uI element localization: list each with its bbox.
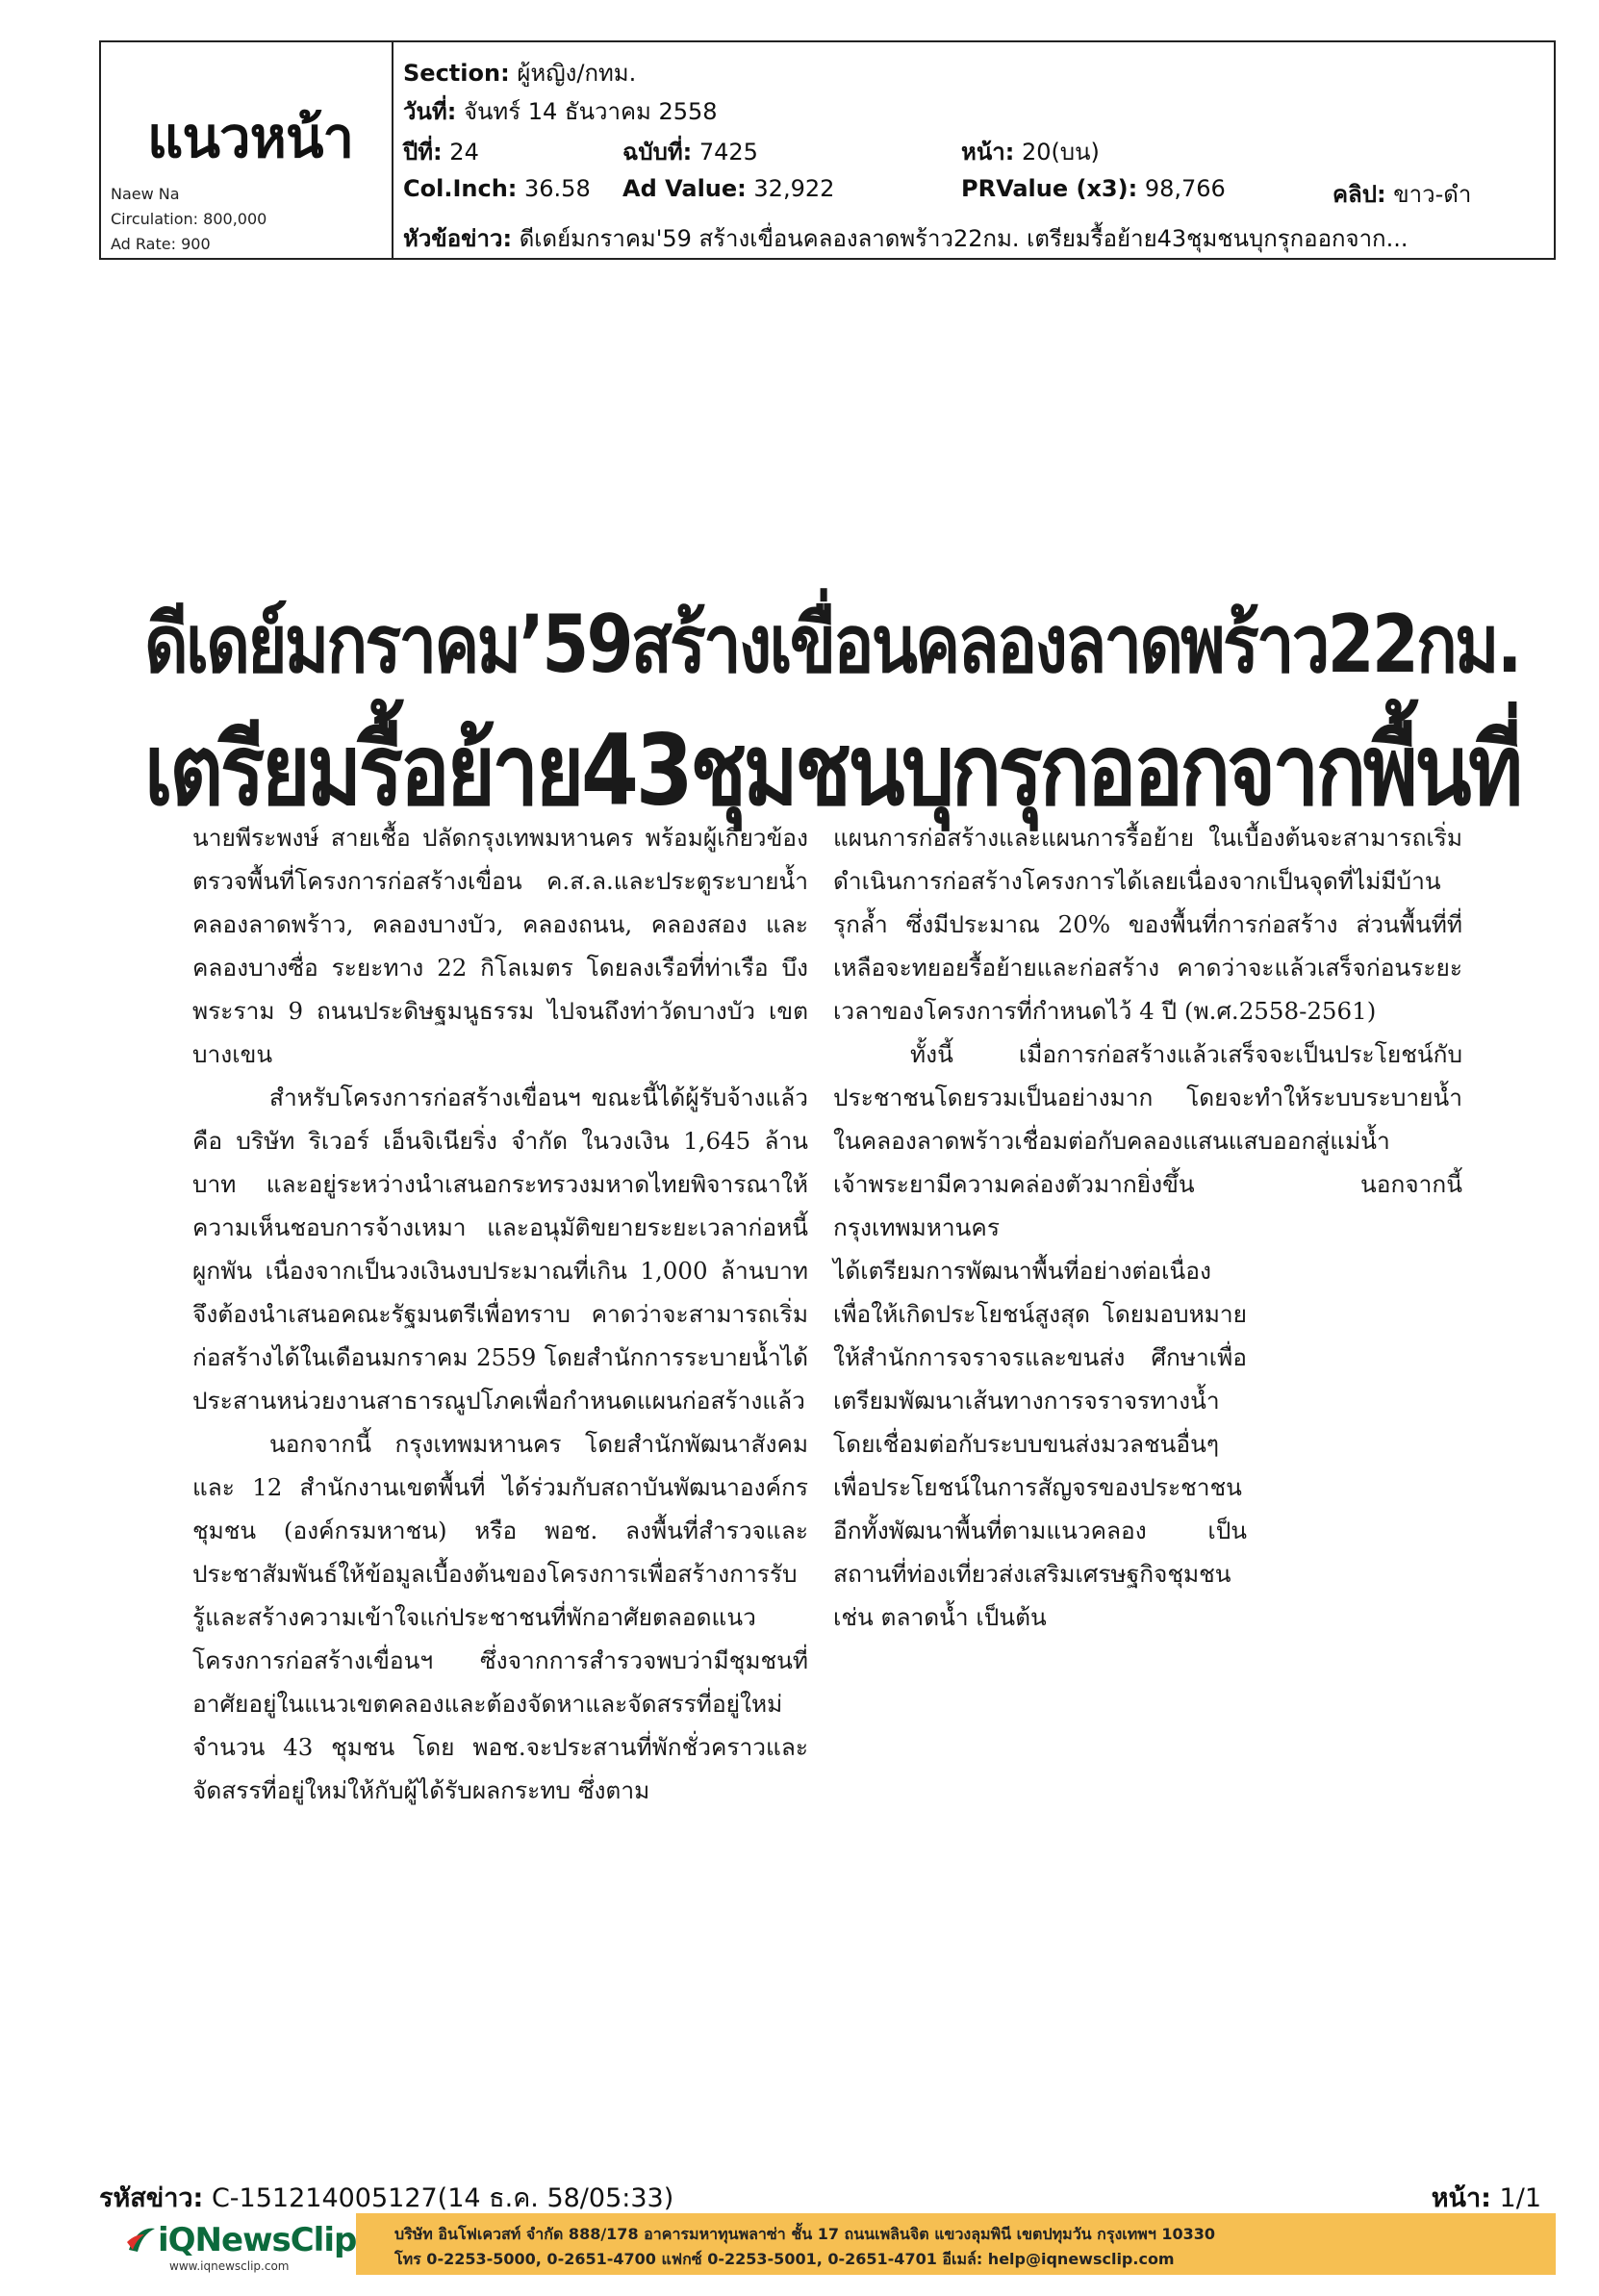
page-number (961, 133, 1100, 170)
section-row (403, 54, 636, 91)
ad-value-label: Ad Value: (622, 175, 747, 202)
date-value: จันทร์ 14 ธันวาคม 2558 (463, 98, 718, 125)
ad-value-value: 32,922 (753, 175, 835, 202)
issue-label: ฉบับที่: (622, 139, 693, 166)
col-inch-label: Col.Inch: (403, 175, 518, 202)
brand-name: iQNewsClip (158, 2221, 357, 2259)
article-column-left (192, 816, 808, 1812)
pr-value-value: 98,766 (1144, 175, 1226, 202)
article-headline-line1: ดีเดย์มกราคม’59สร้างเขื่อนคลองลาดพร้าว22กม. (144, 597, 1520, 691)
year-label: ปีที่: (403, 139, 443, 166)
article-paragraph: แผนการก่อสร้างและแผนการรื้อย้าย ในเบื้องต้นจะสามารถเริ่มดำเนินการก่อสร้างโครงการได้เลยเนื่องจากเป็นจุดที่ไม่มีบ้านรุกล้ำ ซึ่งมีประมาณ 20% ของพื้นที่การก่อสร้าง ส่วนพื้นที่ที่เหลือจะทยอยรื้อย้ายและก่อสร้าง คาดว่าจะแล้วเสร็จก่อนระยะเวลาของโครงการที่กำหนดไว้ 4 ปี (พ.ศ.2558-2561) (833, 824, 1462, 1025)
ad-rate-value: 900 (181, 235, 211, 253)
col-inch-value: 36.58 (524, 175, 591, 202)
headline-row (403, 219, 1408, 257)
clip-header (99, 40, 1556, 260)
col-inch (403, 175, 591, 202)
circulation-label: Circulation: (111, 210, 199, 228)
article-paragraph: นายพีระพงษ์ สายเชื้อ ปลัดกรุงเทพมหานคร พร้อมผู้เกี่ยวข้องตรวจพื้นที่โครงการก่อสร้างเขื่อน ค.ส.ล.และประตูระบายน้ำ คลองลาดพร้าว, คลองบางบัว, คลองถนน, คลองสอง และคลองบางซื่อ ระยะทาง 22 กิโลเมตร โดยลงเรือที่ท่าเรือ บึงพระราม 9 ถนนประดิษฐมนูธรรม ไปจนถึงท่าวัดบางบัว เขตบางเขน (192, 824, 808, 1068)
news-code-value: C-151214005127(14 ธ.ค. 58/05:33) (211, 2183, 674, 2213)
year-value: 24 (449, 139, 479, 166)
article-paragraph: ทั้งนี้ เมื่อการก่อสร้างแล้วเสร็จจะเป็นประโยชน์กับประชาชนโดยรวมเป็นอย่างมาก โดยจะทำให้ระบบระบายน้ำในคลองลาดพร้าวเชื่อมต่อกับคลองแสนแสบออกสู่แม่น้ำเจ้าพระยามีความคล่องตัวมากยิ่งขึ้น นอกจากนี้ กรุงเทพมหานคร (833, 1040, 1462, 1241)
iqnewsclip-logo (125, 2217, 357, 2275)
headline-label: หัวข้อข่าว: (403, 225, 513, 252)
pr-value (961, 175, 1226, 202)
circulation (111, 210, 266, 228)
news-code (99, 2177, 673, 2218)
page-label: หน้า: (961, 139, 1015, 166)
issue-row (403, 133, 1548, 166)
company-contact: โทร 0-2253-5000, 0-2651-4700 แฟกซ์ 0-2253-5001, 0-2651-4701 อีเมล์: help@iqnewsclip.com (394, 2250, 1175, 2268)
publication-name: Naew Na (111, 185, 180, 203)
company-info-bar (356, 2213, 1556, 2275)
article-paragraph: สำหรับโครงการก่อสร้างเขื่อนฯ ขณะนี้ได้ผู้รับจ้างแล้ว คือ บริษัท ริเวอร์ เอ็นจิเนียริ่ง จำกัด ในวงเงิน 1,645 ล้านบาท และอยู่ระหว่างนำเสนอกระทรวงมหาดไทยพิจารณาให้ความเห็นชอบการจ้างเหมา และอนุมัติขยายระยะเวลาก่อหนี้ผูกพัน เนื่องจากเป็นวงเงินงบประมาณที่เกิน 1,000 ล้านบาท จึงต้องนำเสนอคณะรัฐมนตรีเพื่อทราบ คาดว่าจะสามารถเริ่มก่อสร้างได้ในเดือนมกราคม 2559 โดยสำนักการระบายน้ำได้ประสานหน่วยงานสาธารณูปโภคเพื่อกำหนดแผนก่อสร้างแล้ว (192, 1084, 808, 1415)
date-label: วันที่: (403, 98, 457, 125)
clip-type (1332, 175, 1471, 213)
value-row (403, 175, 1548, 208)
year (403, 133, 479, 170)
section-label: Section: (403, 60, 510, 87)
article-headline-line2: เตรียมรื้อย้าย43ชุมชนบุกรุกออกจากพื้นที่ (144, 712, 1520, 828)
brand-url: www.iqnewsclip.com (169, 2259, 290, 2273)
headline-value: ดีเดย์มกราคม'59 สร้างเขื่อนคลองลาดพร้าว22กม. เตรียมรื้อย้าย43ชุมชนบุกรุกออกจาก... (519, 225, 1409, 252)
clip-details (399, 42, 1554, 258)
footer-page-label: หน้า: (1431, 2183, 1491, 2213)
footer-page-value: 1/1 (1499, 2183, 1541, 2213)
article-paragraph: นอกจากนี้ กรุงเทพมหานคร โดยสำนักพัฒนาสังคม และ 12 สำนักงานเขตพื้นที่ ได้ร่วมกับสถาบันพัฒนาองค์กรชุมชน (องค์กรมหาชน) หรือ พอช. ลงพื้นที่สำรวจและประชาสัมพันธ์ให้ข้อมูลเบื้องต้นของโครงการเพื่อสร้างการรับรู้และสร้างความเข้าใจแก่ประชาชนที่พักอาศัยตลอดแนวโครงการก่อสร้างเขื่อนฯ ซึ่งจากการสำรวจพบว่ามีชุมชนที่อาศัยอยู่ในแนวเขตคลองและต้องจัดหาและจัดสรรที่อยู่ใหม่ จำนวน 43 ชุมชน โดย พอช.จะประสานที่พักชั่วคราวและจัดสรรที่อยู่ใหม่ให้กับผู้ได้รับผลกระทบ ซึ่งตาม (192, 1430, 808, 1804)
issue-value: 7425 (698, 139, 758, 166)
page-value: 20(บน) (1021, 139, 1100, 166)
publication-panel (101, 42, 393, 258)
news-code-label: รหัสข่าว: (99, 2183, 204, 2213)
pr-value-label: PRValue (x3): (961, 175, 1138, 202)
publication-logo: แนวหน้า (147, 105, 354, 170)
clip-swoosh-icon (125, 2223, 158, 2256)
article-column-right (833, 816, 1462, 1639)
clip-label: คลิป: (1332, 181, 1386, 208)
company-address: บริษัท อินโฟเควสท์ จำกัด 888/178 อาคารมหาทุนพลาซ่า ชั้น 17 ถนนเพลินจิต แขวงลุมพินี เขตปทุมวัน กรุงเทพฯ 10330 (394, 2225, 1216, 2243)
ad-value (622, 175, 834, 202)
ad-rate (111, 235, 211, 253)
ad-rate-label: Ad Rate: (111, 235, 176, 253)
footer-page (1432, 2177, 1541, 2218)
circulation-value: 800,000 (203, 210, 267, 228)
clip-value: ขาว-ดำ (1393, 181, 1472, 208)
article-paragraph: ได้เตรียมการพัฒนาพื้นที่อย่างต่อเนื่องเพื่อให้เกิดประโยชน์สูงสุด โดยมอบหมายให้สำนักการจราจรและขนส่ง ศึกษาเพื่อเตรียมพัฒนาเส้นทางการจราจรทางน้ำโดยเชื่อมต่อกับระบบขนส่งมวลชนอื่นๆ เพื่อประโยชน์ในการสัญจรของประชาชน อีกทั้งพัฒนาพื้นที่ตามแนวคลอง เป็นสถานที่ท่องเที่ยวส่งเสริมเศรษฐกิจชุมชน เช่น ตลาดน้ำ เป็นต้น (833, 1257, 1247, 1631)
section-value: ผู้หญิง/กทม. (517, 60, 637, 87)
issue (622, 133, 758, 170)
date-row (403, 92, 718, 130)
